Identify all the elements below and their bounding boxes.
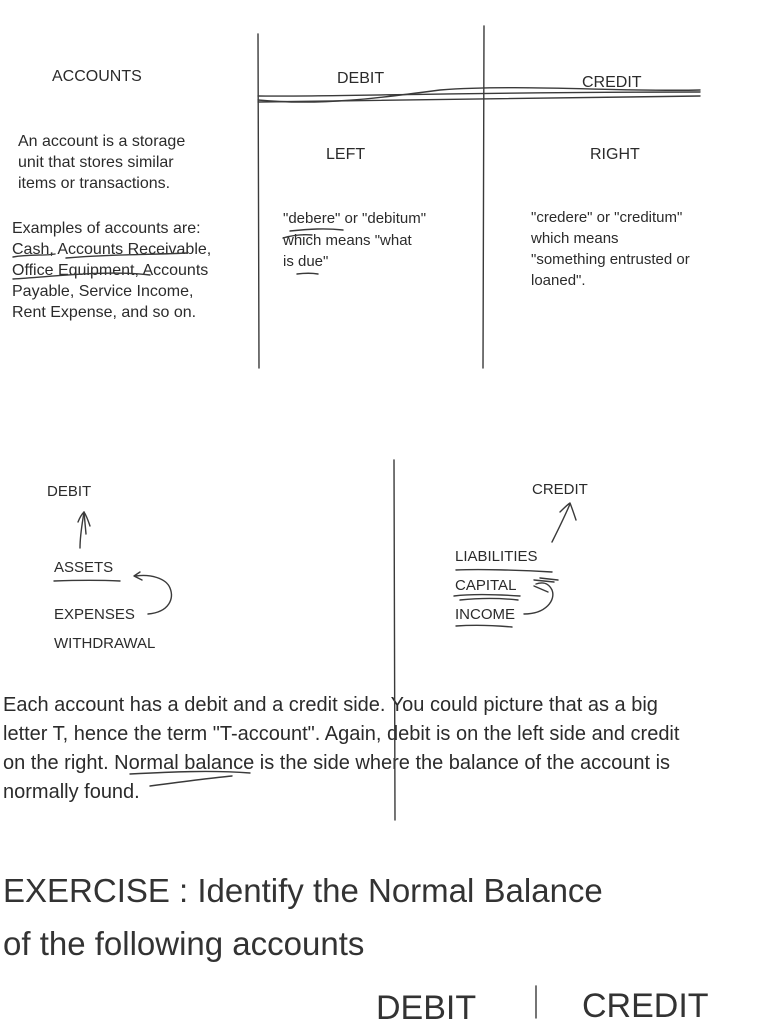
credit-origin-line: loaned". — [531, 272, 586, 289]
assets-item: ASSETS — [54, 559, 114, 576]
paragraph-line: normally found. — [3, 781, 140, 803]
t-account-center-vertical — [483, 26, 484, 368]
definition-line: unit that stores similar — [18, 154, 174, 171]
underline-income — [456, 625, 512, 627]
exercise-title-line: EXERCISE : Identify the Normal Balance — [3, 872, 603, 909]
underline-liabilities — [456, 570, 552, 572]
income-curl-arrow — [524, 578, 558, 614]
credit-label: CREDIT — [532, 481, 588, 498]
right-label: RIGHT — [590, 146, 640, 163]
debit-heading: DEBIT — [337, 70, 385, 87]
t-account-left-vertical — [258, 34, 259, 368]
exercise-title-line: of the following accounts — [3, 925, 365, 962]
paragraph-line: Each account has a debit and a credit side. You could picture that as a big — [3, 694, 658, 716]
exercise-credit-column: CREDIT — [582, 987, 709, 1025]
left-label: LEFT — [326, 146, 366, 163]
underline-capital-2 — [460, 599, 518, 601]
debit-label: DEBIT — [47, 483, 92, 500]
expenses-item: EXPENSES — [54, 606, 135, 623]
debit-up-arrow — [78, 512, 90, 548]
examples-line: Cash, Accounts Receivable, — [12, 241, 212, 258]
debit-origin-line: which means "what — [283, 232, 412, 249]
credit-origin-line: "credere" or "creditum" — [531, 209, 683, 226]
credit-up-arrow — [552, 503, 576, 542]
examples-line: Office Equipment, Accounts — [12, 262, 209, 279]
debit-origin-line: "debere" or "debitum" — [283, 210, 427, 227]
definition-line: An account is a storage — [18, 133, 186, 150]
credit-origin-line: "something entrusted or — [531, 251, 690, 268]
examples-line: Examples of accounts are: — [12, 220, 201, 237]
debit-origin-line: is due" — [283, 253, 329, 270]
liabilities-item: LIABILITIES — [455, 548, 538, 565]
examples-line: Rent Expense, and so on. — [12, 304, 197, 321]
paragraph-line: letter T, hence the term "T-account". Again, debit is on the left side and credit — [3, 723, 680, 745]
accounts-heading: ACCOUNTS — [52, 68, 142, 85]
underline-due — [297, 273, 318, 274]
examples-line: Payable, Service Income, — [12, 283, 194, 300]
definition-line: items or transactions. — [18, 175, 171, 192]
expenses-curl-arrow — [134, 572, 171, 614]
underline-assets — [54, 580, 120, 581]
capital-item: CAPITAL — [455, 577, 517, 594]
income-item: INCOME — [455, 606, 515, 623]
credit-origin-line: which means — [531, 230, 619, 247]
withdrawal-item: WITHDRAWAL — [54, 635, 156, 652]
exercise-debit-column: DEBIT — [376, 989, 477, 1027]
credit-heading: CREDIT — [582, 74, 642, 91]
paragraph-line: on the right. Normal balance is the side where the balance of the account is — [3, 752, 671, 774]
